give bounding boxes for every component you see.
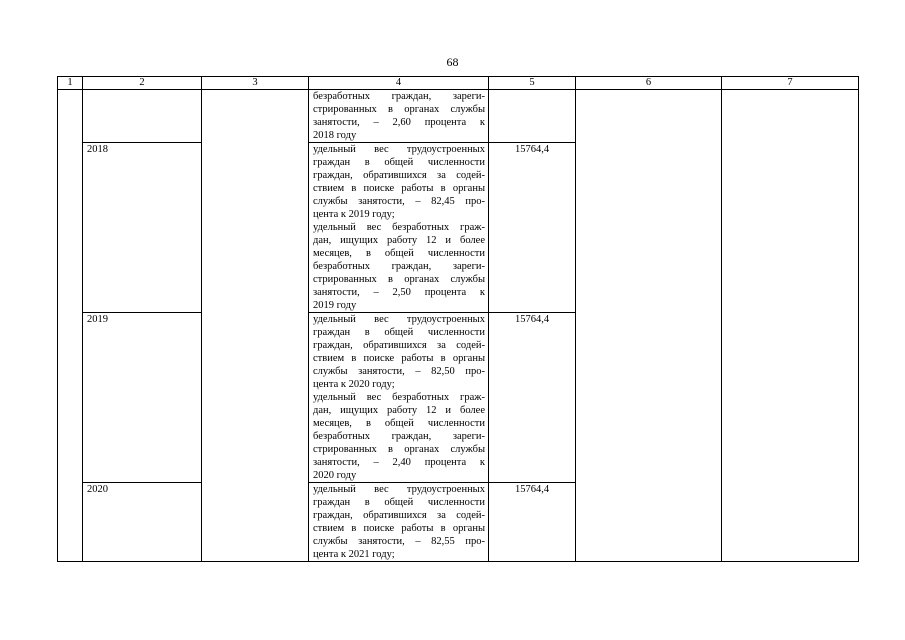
column-header: 6: [576, 77, 722, 90]
description-line: дан, ищущих работу 12 и более: [313, 405, 485, 416]
amount-cell: 15764,4: [489, 483, 576, 562]
col1-cell: [58, 90, 83, 562]
indicator-description: [309, 143, 489, 313]
col6-cell: [576, 90, 722, 562]
description-line: 2018 году: [313, 130, 357, 141]
description-line: безработных граждан, зареги-: [313, 261, 485, 272]
indicator-description: [309, 483, 489, 562]
year-cell: 2020: [83, 483, 202, 562]
description-line: удельный вес безработных граж-: [313, 392, 485, 403]
description-line: месяцев, в общей численности: [313, 418, 485, 429]
description-line: ствием в поиске работы в органы: [313, 353, 485, 364]
description-line: удельный вес трудоустроенных: [313, 314, 485, 325]
description-line: граждан, обратившихся за содей-: [313, 340, 485, 351]
description-line: удельный вес трудоустроенных: [313, 144, 485, 155]
description-line: граждан в общей численности: [313, 157, 485, 168]
year-cell: 2018: [83, 143, 202, 313]
description-line: стрированных в органах службы: [313, 444, 485, 455]
column-header: 2: [83, 77, 202, 90]
col7-cell: [722, 90, 859, 562]
description-line: цента к 2019 году;: [313, 209, 395, 220]
description-line: службы занятости, – 82,55 про-: [313, 536, 485, 547]
description-line: 2020 году: [313, 470, 357, 481]
amount-cell: 15764,4: [489, 143, 576, 313]
description-line: ствием в поиске работы в органы: [313, 523, 485, 534]
year-cell: 2019: [83, 313, 202, 483]
description-line: месяцев, в общей численности: [313, 248, 485, 259]
description-line: 2019 году: [313, 300, 357, 311]
description-line: граждан, обратившихся за содей-: [313, 170, 485, 181]
description-line: занятости, – 2,50 процента к: [313, 287, 485, 298]
description-line: удельный вес трудоустроенных: [313, 484, 485, 495]
page-number: 68: [446, 55, 459, 69]
column-header: 3: [202, 77, 309, 90]
column-header: 1: [58, 77, 83, 90]
description-line: занятости, – 2,60 процента к: [313, 117, 485, 128]
col3-cell: [202, 90, 309, 562]
description-line: ствием в поиске работы в органы: [313, 183, 485, 194]
program-table: [57, 76, 859, 562]
description-line: занятости, – 2,40 процента к: [313, 457, 485, 468]
description-line: стрированных в органах службы: [313, 274, 485, 285]
column-header: 7: [722, 77, 859, 90]
description-line: граждан, обратившихся за содей-: [313, 510, 485, 521]
description-line: дан, ищущих работу 12 и более: [313, 235, 485, 246]
column-number-row: [58, 77, 859, 90]
year-cell: [83, 90, 202, 143]
indicator-description: [309, 90, 489, 143]
description-line: граждан в общей численности: [313, 497, 485, 508]
description-line: удельный вес безработных граж-: [313, 222, 485, 233]
description-line: службы занятости, – 82,50 про-: [313, 366, 485, 377]
amount-cell: [489, 90, 576, 143]
table-row: [58, 90, 859, 143]
description-line: граждан в общей численности: [313, 327, 485, 338]
description-line: службы занятости, – 82,45 про-: [313, 196, 485, 207]
description-line: безработных граждан, зареги-: [313, 431, 485, 442]
description-line: стрированных в органах службы: [313, 104, 485, 115]
description-line: безработных граждан, зареги-: [313, 91, 485, 102]
indicator-description: [309, 313, 489, 483]
description-line: цента к 2021 году;: [313, 549, 395, 560]
description-line: цента к 2020 году;: [313, 379, 395, 390]
column-header: 4: [309, 77, 489, 90]
amount-cell: 15764,4: [489, 313, 576, 483]
column-header: 5: [489, 77, 576, 90]
